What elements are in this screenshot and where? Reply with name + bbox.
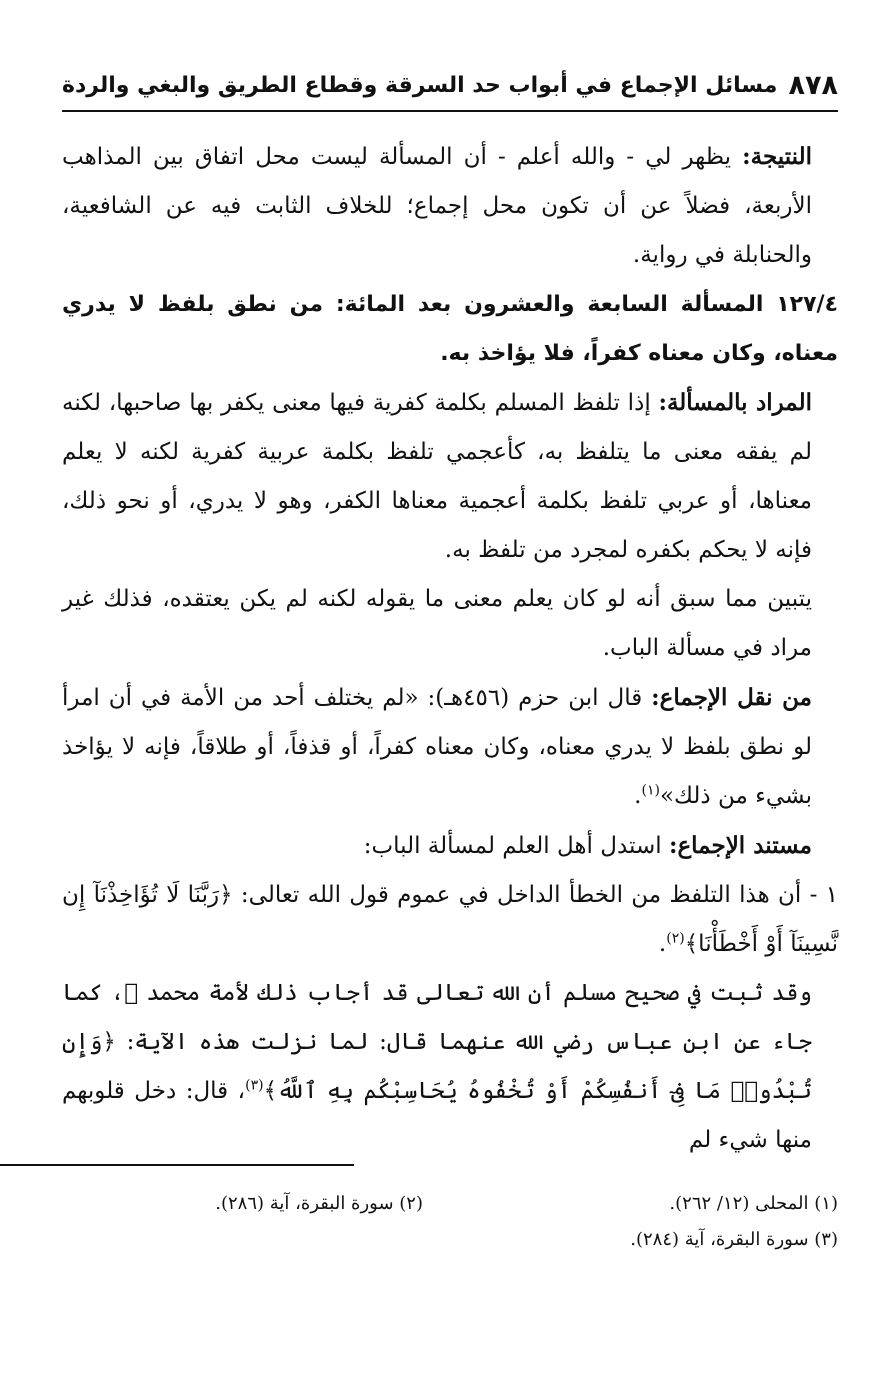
transmit-text: قال ابن حزم (٤٥٦هـ): «لم يختلف أحد من الأمة في أن امرأ لو نطق بلفظ لا يدري معناه، وكان معناه كفراً، أو قذفاً، أو طلاقاً، فإنه لا يؤاخذ بشيء من ذلك» [62, 685, 812, 809]
footnote-divider [0, 1164, 354, 1166]
footnote-ref-3: (٣) [245, 1077, 264, 1094]
transmit-paragraph [62, 673, 838, 821]
issue-heading: ١٢٧/٤ المسألة السابعة والعشرون بعد المائة: من نطق بلفظ لا يدري معناه، وكان معناه كفراً، فلا يؤاخذ به. [62, 292, 838, 366]
meaning-text: إذا تلفظ المسلم بكلمة كفرية فيها معنى يكفر بها صاحبها، لكنه لم يفقه معنى ما يتلفظ به، كأعجمي تلفظ بكلمة عربية كفرية لكنه لا يعلم معناها، أو عربي تلفظ بكلمة أعجمية معناها الكفر، وهو لا يدري، أو نحو ذلك، فإنه لا يحكم بكفره لمجرد من تلفظ به. [62, 390, 812, 563]
footnote-row [62, 1186, 838, 1222]
page-header [62, 60, 838, 112]
result-label: النتيجة: [742, 143, 813, 170]
footnotes [62, 1186, 838, 1258]
hadith-paragraph [62, 969, 838, 1165]
footnote-2: (٢) سورة البقرة، آية (٢٨٦). [215, 1193, 423, 1214]
clarify-paragraph: يتبين مما سبق أنه لو كان يعلم معنى ما يقوله لكنه لم يكن يعتقده، فذلك غير مراد في مسألة الباب. [62, 586, 812, 661]
footnote-ref-1: (١) [641, 782, 660, 799]
hadith-text: وقد ثبت في صحيح مسلم أن الله تعالى قد أجاب ذلك لأمة محمد ﷺ، كما جاء عن ابن عباس رضي الله عنهما قال: لما نزلت هذه الآية: ﴿وَإِن تُبْدُوا۟ مَا فِىٓ أَنفُسِكُمْ أَوْ تُخْفُوهُ يُحَاسِبْكُم بِهِ ٱللَّهُ﴾ [62, 980, 812, 1104]
transmit-tail: . [634, 783, 642, 809]
footnote-ref-2: (٢) [666, 930, 685, 947]
running-title: مسائل الإجماع في أبواب حد السرقة وقطاع الطريق والبغي والردة [62, 72, 778, 98]
result-paragraph [62, 132, 838, 280]
basis-text: استدل أهل العلم لمسألة الباب: [363, 833, 662, 859]
basis-label: مستند الإجماع: [668, 832, 812, 859]
book-page [62, 60, 838, 1165]
basis-paragraph [62, 821, 838, 871]
meaning-label: المراد بالمسألة: [658, 389, 813, 416]
point-1-paragraph [62, 871, 838, 969]
page-body [62, 132, 838, 1165]
point-1-tail: . [658, 931, 667, 957]
page-number: ٨٧٨ [788, 69, 838, 101]
footnote-row [62, 1222, 838, 1258]
result-text: يظهر لي - والله أعلم - أن المسألة ليست محل اتفاق بين المذاهب الأربعة، فضلاً عن أن تكون محل إجماع؛ للخلاف الثابت فيه عن الشافعية، والحنابلة في رواية. [62, 144, 812, 268]
transmit-label: من نقل الإجماع: [651, 684, 813, 711]
point-1-text: ١ - أن هذا التلفظ من الخطأ الداخل في عموم قول الله تعالى: ﴿رَبَّنَا لَا تُؤَاخِذْنَآ إِن نَّسِينَآ أَوْ أَخْطَأْنَا﴾ [62, 882, 838, 957]
meaning-paragraph [62, 378, 838, 575]
footnote-3: (٣) سورة البقرة، آية (٢٨٤). [630, 1229, 838, 1250]
footnote-1: (١) المحلى (١٢/ ٢٦٢). [669, 1193, 838, 1214]
hadith-tail: ، قال: دخل قلوبهم منها شيء لم [62, 1078, 812, 1153]
